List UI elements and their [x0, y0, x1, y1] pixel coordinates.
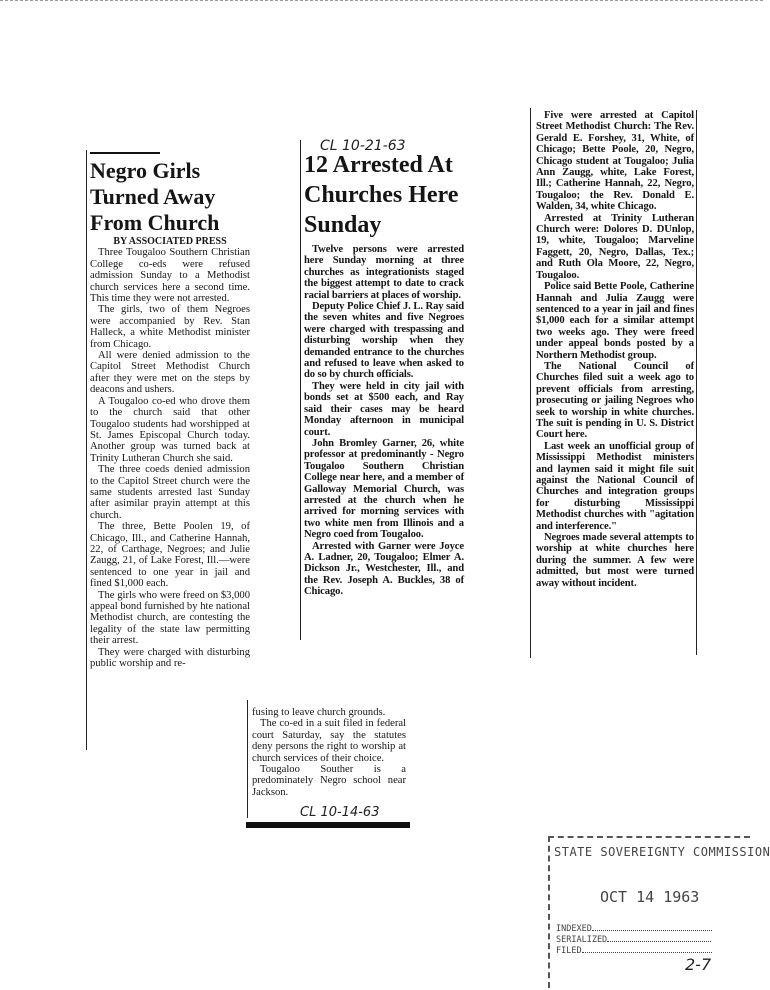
- paragraph: Deputy Police Chief J. L. Ray said the seven whites and five Negroes were charged with trespassing and disturbing worship when they demanded entrance to the churches and refused to leave when asked to do so by church officials.: [304, 301, 464, 381]
- article-12-arrested: [304, 150, 464, 598]
- stamp-filed-label: FILED: [556, 946, 582, 956]
- paragraph: Twelve persons were arrested here Sunday morning at three churches as integrationists staged the biggest attempt to date to crack racial barriers at places of worship.: [304, 244, 464, 301]
- paragraph: Tougaloo Souther is a predominately Negro school near Jackson.: [252, 764, 406, 798]
- handwritten-date: CL 10-21-63: [320, 138, 406, 154]
- stamp-indexed-label: INDEXED: [556, 924, 592, 934]
- paragraph: Three Tougaloo Southern Christian College co-eds were refused admission Sunday to a Methodist church services here a second time. This time they were not arrested.: [90, 247, 250, 305]
- stamp-serialized-label: SERIALIZED: [556, 935, 608, 945]
- article-negro-girls-continued: [252, 707, 406, 798]
- byline: BY ASSOCIATED PRESS: [113, 236, 227, 247]
- paragraph: They were charged with disturbing public worship and re-: [90, 646, 250, 670]
- column-rule-far-right: [696, 110, 697, 655]
- paragraph: All were denied admission to the Capitol Street Methodist Church after they were met on the steps by deacons and ushers.: [90, 350, 250, 396]
- page-top-edge: [0, 0, 763, 4]
- paragraph: The girls, two of them Negroes were accompanied by Rev. Stan Halleck, a white Methodist minister from Chicago.: [90, 304, 250, 350]
- headline: 12 Arrested At Churches Here Sunday: [304, 152, 459, 238]
- headline: Negro Girls Turned Away From Church: [90, 158, 220, 235]
- paragraph: Last week an unofficial group of Mississippi Methodist ministers and laymen said it might file suit against the National Council of Churches and integration groups for disturbing Mississippi Methodist churches with "agitation and interference.": [536, 440, 694, 532]
- paragraph: fusing to leave church grounds.: [252, 707, 386, 718]
- clipping-bottom-bar: [246, 822, 410, 828]
- paragraph: The three coeds denied admission to the Capitol Street church were the same students arrested last Sunday after asimilar prayin attempt at this church.: [90, 464, 250, 521]
- column-rule-left: [86, 150, 87, 750]
- paragraph: The girls who were freed on $3,000 appeal bond furnished by hte national Methodist church, are contesting the legality of the state law permitting their arrest.: [90, 589, 250, 647]
- stamp-indexed: [556, 924, 712, 957]
- article-negro-girls: [90, 152, 250, 669]
- column-rule-right: [530, 108, 531, 658]
- paragraph: John Bromley Garner, 26, white professor at predominantly - Negro Tougaloo Southern Christian College near here, and a member of Galloway Memorial Church, was arrested at the church when he arrived for morning services with two white men from Illinois and a Negro coed from Tougaloo.: [304, 437, 464, 541]
- paragraph: Arrested at Trinity Lutheran Church were: Dolores D. DUnlop, 19, white, Tougaloo; Marveline Faggett, 20, Negro, Dallas, Tex.; and Ruth Ola Moore, 22, Negro, Tougaloo.: [536, 212, 694, 281]
- paragraph: A Tougaloo co-ed who drove them to the church said that other Tougaloo students had worshipped at St. James Episcopal Church today. Another group was turned back at Trinity Lutheran Church she said.: [90, 395, 250, 464]
- stamp-initials: 2-7: [685, 955, 712, 974]
- paragraph: The co-ed in a suit filed in federal court Saturday, say the statutes deny persons the right to worship at church services of their choice.: [252, 718, 406, 764]
- column-rule-cont: [247, 700, 248, 818]
- paragraph: Police said Bette Poole, Catherine Hannah and Julia Zaugg were sentenced to a year in jail and fines $1,000 each for a similar attempt two weeks ago. They were freed under appeal bonds posted by a Northern Methodist group.: [536, 281, 694, 361]
- paragraph: The three, Bette Poolen 19, of Chicago, Ill., and Catherine Hannah, 22, of Carthage, Negroes; and Julie Zaugg, 21, of Lake Forest, Ill.—were sentenced to one year in jail and fined $1,000 each.: [90, 521, 250, 590]
- article-arrests-continued: [536, 110, 694, 589]
- handwritten-date: CL 10-14-63: [300, 805, 380, 820]
- paragraph: They were held in city jail with bonds set at $500 each, and Ray said their cases may be heard Monday afternoon in municipal court.: [304, 380, 464, 438]
- paragraph: Five were arrested at Capitol Street Methodist Church: The Rev. Gerald E. Forshey, 31, White, of Chicago; Bette Poole, 20, Negro, Chicago student at Tougaloo; Julia Ann Zaugg, white, Lake Forest, Ill.; Catherine Hannah, 22, Negro, Tougaloo; the Rev. Donald E. Walden, 34, white Chicago.: [536, 110, 694, 213]
- stamp-header: STATE SOVEREIGNTY COMMISSION: [554, 845, 770, 859]
- column-rule-mid: [300, 140, 301, 640]
- paragraph: Arrested with Garner were Joyce A. Ladner, 20, Tougaloo; Elmer A. Dickson Jr., Westchester, Ill., and the Rev. Joseph A. Buckles, 38 of Chicago.: [304, 540, 464, 598]
- stamp-date: OCT 14 1963: [600, 888, 700, 906]
- paragraph: Negroes made several attempts to worship at white churches here during the summer. A few were admitted, but most were turned away without incident.: [536, 532, 694, 589]
- paragraph: The National Council of Churches filed suit a week ago to prevent officials from arresting, prosecuting or jailing Negroes who seek to worship in white churches. The suit is pending in U. S. District Court here.: [536, 360, 694, 441]
- headline-rule: [90, 152, 160, 154]
